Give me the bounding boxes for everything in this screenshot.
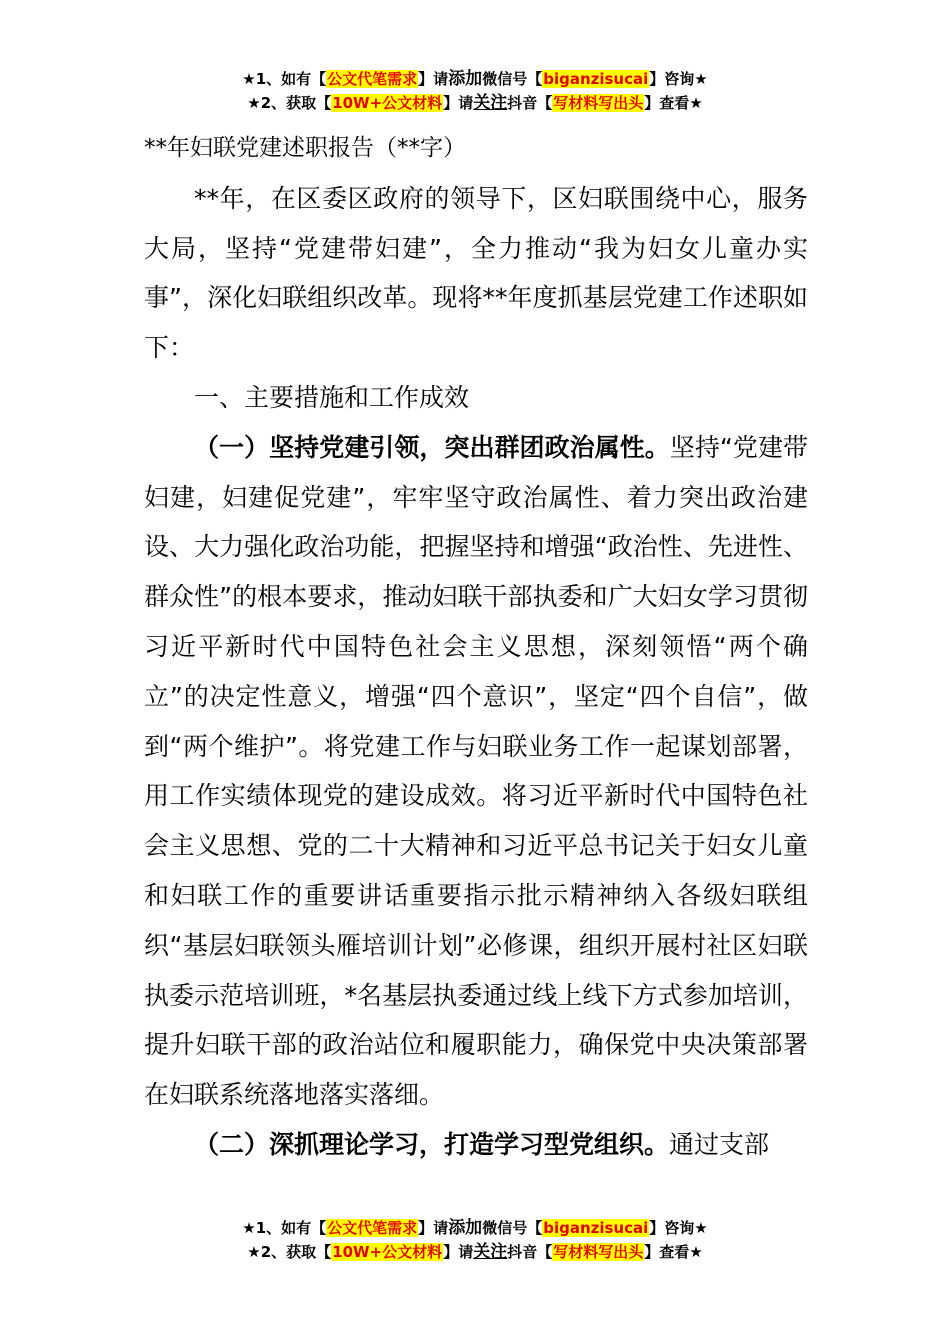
promo-highlight-materials: 10W+公文材料 bbox=[332, 94, 443, 112]
promo-line-1 bbox=[0, 1216, 950, 1240]
promo-text: ★2、获取【 bbox=[247, 1243, 332, 1261]
promo-text: ★1、如有【 bbox=[242, 1219, 327, 1237]
promo-text: 】查看★ bbox=[644, 94, 703, 112]
intro-paragraph: **年，在区委区政府的领导下，区妇联围绕中心，服务大局，坚持“党建带妇建”，全力推动“我为妇女儿童办实事”，深化妇联组织改革。现将**年度抓基层党建工作述职如下： bbox=[144, 183, 808, 363]
promo-text: 】请 bbox=[418, 70, 449, 88]
promo-text: 抖音【 bbox=[507, 94, 553, 112]
document-body bbox=[144, 124, 808, 1170]
promo-highlight-service: 公文代笔需求 bbox=[327, 1219, 418, 1237]
promo-banner-top bbox=[0, 67, 950, 115]
promo-text: 微信号【 bbox=[482, 70, 543, 88]
item-1-paragraph bbox=[144, 423, 808, 1120]
promo-line-2 bbox=[0, 91, 950, 115]
promo-text: 抖音【 bbox=[507, 1243, 553, 1261]
item-1-heading: （一）坚持党建引领，突出群团政治属性。 bbox=[194, 432, 670, 462]
item-2-heading: （二）深抓理论学习，打造学习型党组织。 bbox=[194, 1129, 670, 1159]
item-2-body: 通过支部 bbox=[669, 1129, 770, 1159]
promo-emphasis: 关注 bbox=[473, 1242, 508, 1262]
promo-highlight-wechat-id: biganzisucai bbox=[543, 70, 649, 88]
promo-line-1 bbox=[0, 67, 950, 91]
item-2-paragraph bbox=[144, 1120, 808, 1170]
section-heading: 一、主要措施和工作成效 bbox=[194, 382, 470, 412]
promo-text: 】请 bbox=[443, 94, 474, 112]
promo-text: 】查看★ bbox=[644, 1243, 703, 1261]
promo-emphasis: 添加 bbox=[448, 69, 483, 89]
promo-text: 】请 bbox=[443, 1243, 474, 1261]
item-1-body: 坚持“党建带妇建，妇建促党建”，牢牢坚守政治属性、着力突出政治建设、大力强化政治功能，把握坚持和增强“政治性、先进性、群众性”的根本要求，推动妇联干部执委和广大妇女学习贯彻习近平新时代中国特色社会主义思想，深刻领悟“两个确立”的决定性意义，增强“四个意识”，坚定“四个自信”，做到“两个维护”。将党建工作与妇联业务工作一起谋划部署，用工作实绩体现党的建设成效。将习近平新时代中国特色社会主义思想、党的二十大精神和习近平总书记关于妇女儿童和妇联工作的重要讲话重要指示批示精神纳入各级妇联组织“基层妇联领头雁培训计划”必修课，组织开展村社区妇联执委示范培训班，*名基层执委通过线上线下方式参加培训，提升妇联干部的政治站位和履职能力，确保党中央决策部署在妇联系统落地落实落细。 bbox=[144, 432, 808, 1110]
promo-highlight-service: 公文代笔需求 bbox=[327, 70, 418, 88]
promo-text: ★2、获取【 bbox=[247, 94, 332, 112]
promo-emphasis: 关注 bbox=[473, 93, 508, 113]
promo-text: 】咨询★ bbox=[649, 1219, 708, 1237]
promo-text: 】请 bbox=[418, 1219, 449, 1237]
document-title: **年妇联党建述职报告（**字） bbox=[144, 135, 466, 161]
promo-line-2 bbox=[0, 1240, 950, 1264]
promo-highlight-wechat-id: biganzisucai bbox=[543, 1219, 649, 1237]
promo-text: ★1、如有【 bbox=[242, 70, 327, 88]
promo-text: 微信号【 bbox=[482, 1219, 543, 1237]
promo-text: 】咨询★ bbox=[649, 70, 708, 88]
promo-emphasis: 添加 bbox=[448, 1218, 483, 1238]
promo-highlight-douyin-account: 写材料写出头 bbox=[553, 1243, 644, 1261]
promo-highlight-douyin-account: 写材料写出头 bbox=[553, 94, 644, 112]
promo-banner-bottom bbox=[0, 1216, 950, 1264]
promo-highlight-materials: 10W+公文材料 bbox=[332, 1243, 443, 1261]
